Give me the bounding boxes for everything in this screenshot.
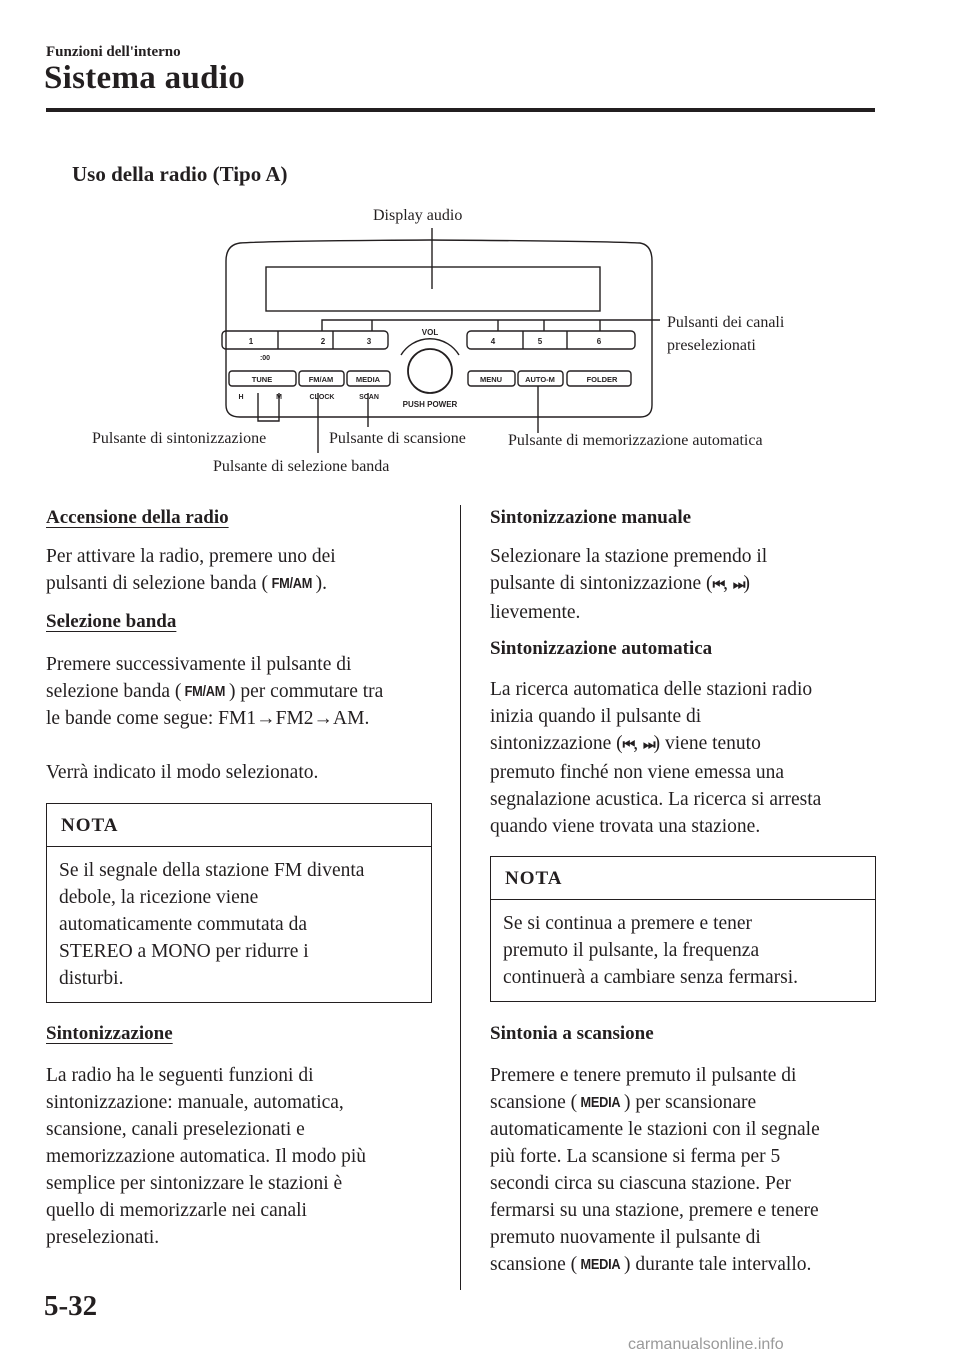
- fmam-text: FM/AM: [308, 375, 334, 384]
- nota-box-left: [46, 803, 432, 1003]
- seek-back-icon: ⏮: [622, 737, 634, 753]
- heading-sintonia-scansione: Sintonia a scansione: [490, 1023, 654, 1044]
- radio-diagram: [0, 195, 960, 485]
- chapter-title: Sistema audio: [44, 60, 246, 96]
- text-line: Premere successivamente il pulsante di: [46, 654, 352, 675]
- seek-forward-icon: ⏭: [643, 737, 654, 753]
- preset-4-text: 4: [490, 337, 496, 346]
- display-screen: [266, 267, 600, 311]
- label-display-audio: Display audio: [373, 207, 463, 224]
- nota-body: Se il segnale della stazione FM diventa debole, la ricezione viene automaticamente commutata da STEREO a MONO per ridurre i disturbi.: [59, 860, 365, 989]
- label-band-select-button: Pulsante di selezione banda: [213, 458, 390, 475]
- label-tune-button: Pulsante di sintonizzazione: [92, 430, 267, 447]
- preset-6-text: 6: [596, 337, 602, 346]
- nota-body: Se si continua a premere e tener premuto il pulsante, la frequenza continuerà a cambiare senza fermarsi.: [503, 913, 799, 988]
- tune-text: TUNE: [251, 375, 273, 384]
- heading-sintonizzazione-automatica: Sintonizzazione automatica: [490, 638, 713, 659]
- preset-5-text: 5: [537, 337, 543, 346]
- label-auto-memory-button: Pulsante di memorizzazione automatica: [508, 432, 763, 449]
- text-line: pulsanti di selezione banda ( FM/AM ).: [46, 570, 432, 597]
- nota-title: NOTA: [47, 804, 431, 847]
- clock-text: CLOCK: [309, 394, 335, 401]
- preset-2-text: 2: [320, 337, 326, 346]
- seek-back-icon: ⏮: [712, 577, 724, 593]
- heading-selezione-banda: Selezione banda: [46, 611, 177, 632]
- paragraph-manuale: Selezionare la stazione premendo il pulsante di sintonizzazione (⏮, ⏭) lievemente.: [490, 546, 768, 623]
- push-power-text: PUSH POWER: [402, 400, 458, 409]
- page-number: 5-32: [44, 1290, 98, 1322]
- label-preset-2: preselezionati: [667, 337, 756, 354]
- paragraph-accensione: [46, 543, 432, 597]
- paragraph-sintonizzazione: La radio ha le seguenti funzioni di sintonizzazione: manuale, automatica, scansione, canali preselezionati e memorizzazione automatica. Il modo più semplice per sintonizzare le stazioni è quello di memorizzarle nei canali preselezionati.: [46, 1065, 367, 1248]
- paragraph-scansione: Premere e tenere premuto il pulsante di scansione ( MEDIA ) per scansionare automaticamente le stazioni con il segnale più forte. La scansione si ferma per 5 secondi circa su ciascuna stazione. Per fermarsi su una stazione, premere e tenere premuto nuovamente il pulsante di scansione ( MEDIA ) durante tale intervallo.: [490, 1062, 876, 1278]
- folder-text: FOLDER: [586, 375, 618, 384]
- preset-left-row: [222, 331, 388, 349]
- heading-accensione: Accensione della radio: [46, 507, 229, 528]
- seek-forward-icon: ⏭: [732, 577, 744, 593]
- paragraph-selezione-banda: [46, 651, 432, 786]
- section-label: Funzioni dell'interno: [46, 44, 181, 60]
- sub-title: Uso della radio (Tipo A): [72, 162, 288, 186]
- vol-text: VOL: [421, 328, 439, 337]
- preset-1-text: 1: [248, 337, 254, 346]
- label-scan-button: Pulsante di scansione: [329, 430, 466, 447]
- h-text: H: [238, 394, 244, 401]
- media-key-icon: MEDIA: [580, 1094, 621, 1111]
- media-text: MEDIA: [355, 375, 381, 384]
- heading-sintonizzazione-manuale: Sintonizzazione manuale: [490, 507, 692, 528]
- fmam-key-icon: FM/AM: [271, 575, 313, 592]
- text-line: le bande come segue: FM1→FM2→AM.: [46, 708, 370, 729]
- nota-box-right: [490, 856, 876, 1002]
- paragraph-automatica: La ricerca automatica delle stazioni radio inizia quando il pulsante di sintonizzazione (⏮, ⏭) viene tenuto premuto finché non viene emessa una segnalazione acustica. La ricerca si arresta quando viene trovata una stazione.: [490, 679, 822, 837]
- menu-text: MENU: [479, 375, 503, 384]
- m-text: M: [276, 394, 282, 401]
- fmam-key-icon: FM/AM: [184, 683, 226, 700]
- autom-text: AUTO-M: [525, 375, 555, 384]
- text-line: selezione banda ( FM/AM ) per commutare tra: [46, 678, 432, 705]
- preset-3-text: 3: [366, 337, 372, 346]
- column-divider: [460, 505, 461, 1290]
- volume-knob: [408, 349, 452, 393]
- nota-title: NOTA: [491, 857, 875, 900]
- scan-text: SCAN: [359, 394, 379, 401]
- text-line: Per attivare la radio, premere uno dei: [46, 546, 336, 567]
- header-rule: [46, 108, 875, 112]
- clock-sub-text: :00: [259, 355, 271, 362]
- watermark: carmanualsonline.info: [628, 1336, 784, 1353]
- text-line: Verrà indicato il modo selezionato.: [46, 762, 319, 783]
- label-preset-1: Pulsanti dei canali: [667, 314, 785, 331]
- heading-sintonizzazione: Sintonizzazione: [46, 1023, 173, 1044]
- media-key-icon: MEDIA: [580, 1256, 621, 1273]
